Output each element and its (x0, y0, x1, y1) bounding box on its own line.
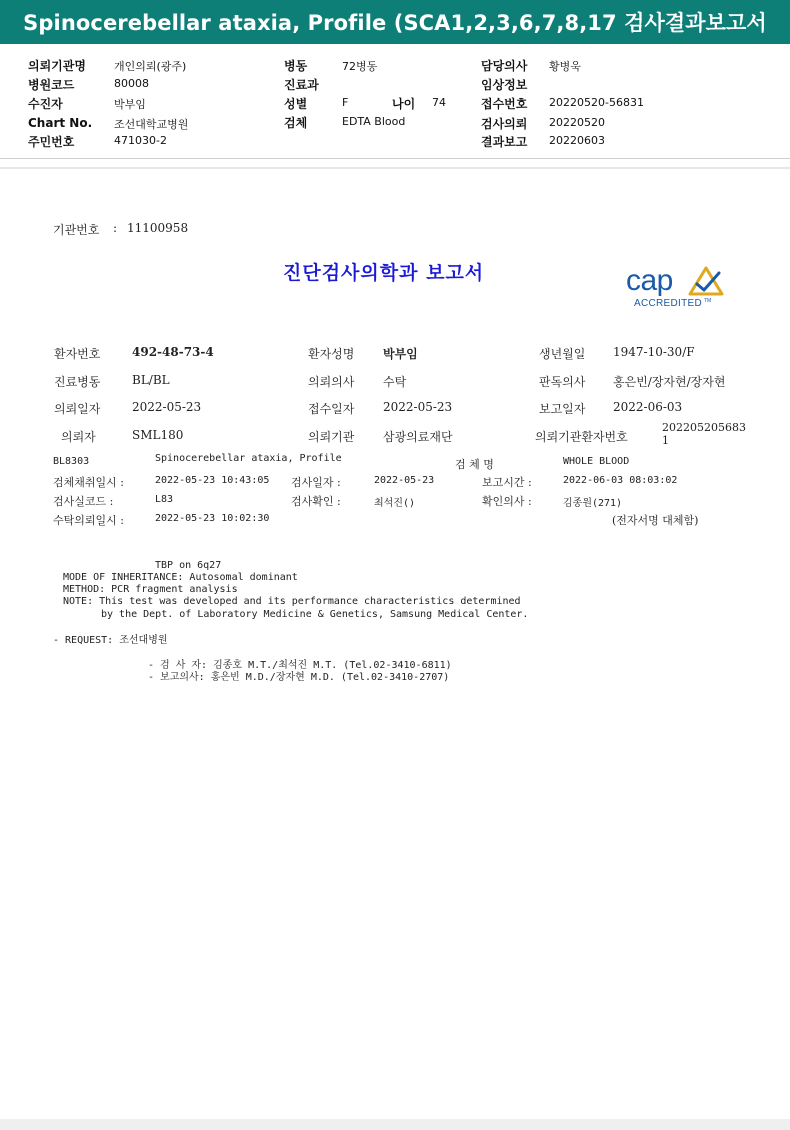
collect-value: 2022-05-23 10:43:05 (155, 475, 270, 486)
test-specimen-value: WHOLE BLOOD (563, 456, 630, 467)
resident-no-value: 471030-2 (114, 134, 167, 147)
hospital-code-value: 80008 (114, 77, 149, 90)
lab-code-value: L83 (155, 494, 174, 505)
receipt-no-label: 접수번호 (481, 97, 528, 111)
test-specimen-label: 검 체 명 (455, 458, 494, 471)
patient-label: 수진자 (28, 97, 63, 111)
request-date-value: 20220520 (549, 116, 605, 129)
clinic-ward-value: BL/BL (132, 373, 170, 387)
report-date-label: 결과보고 (481, 135, 528, 149)
specimen-label: 검체 (284, 116, 308, 130)
cap-accredited-logo (622, 262, 734, 314)
age-value: 74 (432, 96, 446, 109)
report-title: Spinocerebellar ataxia, Profile (SCA1,2,3,6,7,8,17 검사결과보고서 (23, 11, 767, 35)
collect-label: 검체채취일시 : (53, 476, 124, 489)
test-code: BL8303 (53, 456, 90, 467)
req-inst-label: 의뢰기관 (308, 430, 355, 444)
rep-date-value: 2022-06-03 (613, 400, 683, 414)
report-time-label: 보고시간 : (482, 476, 532, 489)
reader-label: 판독의사 (539, 375, 586, 389)
consign-label: 수탁의뢰일시 : (53, 514, 124, 527)
sex-label: 성별 (284, 97, 308, 111)
rcv-date-label: 접수일자 (308, 402, 355, 416)
reporter-line: - 보고의사: 홍은빈 M.D./장자현 M.D. (Tel.02-3410-2707) (148, 672, 450, 683)
header-divider (0, 158, 790, 159)
examiner-line: - 검 사 자: 김종호 M.T./최석진 M.T. (Tel.02-3410-6811) (148, 660, 452, 671)
request-doctor-label: 의뢰의사 (308, 375, 355, 389)
dept-label: 진료과 (284, 78, 319, 92)
test-date-value: 2022-05-23 (374, 475, 435, 486)
hospital-code-label: 병원코드 (28, 78, 75, 92)
pt-no-value: 492-48-73-4 (132, 345, 214, 359)
req-inst-pt-label: 의뢰기관환자번호 (535, 430, 628, 444)
consign-value: 2022-05-23 10:02:30 (155, 513, 270, 524)
request-date-label: 검사의뢰 (481, 117, 528, 131)
req-inst-pt-value-line1: 202205205683 (662, 421, 746, 434)
patient-info-header (0, 50, 790, 156)
specimen-value: EDTA Blood (342, 115, 406, 128)
pt-no-label: 환자번호 (54, 347, 101, 361)
dob-label: 생년월일 (539, 347, 586, 361)
rcv-date-value: 2022-05-23 (383, 400, 453, 414)
check-triangle-icon (686, 264, 726, 298)
chart-no-value: 조선대학교병원 (114, 118, 189, 131)
verify-label: 검사확인 : (291, 495, 341, 508)
ward-value: 72병동 (342, 60, 378, 73)
order-hospital-value: 개인의뢰(광주) (114, 60, 187, 73)
bottom-bar (0, 1119, 790, 1130)
pt-name-label: 환자성명 (308, 347, 355, 361)
clinic-ward-label: 진료병동 (54, 375, 101, 389)
reader-value: 홍은빈/장자현/장자현 (613, 375, 726, 389)
req-inst-pt-value-line2: 1 (662, 434, 669, 447)
request-doctor-value: 수탁 (383, 375, 407, 389)
request-line: - REQUEST: 조선대병원 (53, 635, 168, 646)
note-line-2: by the Dept. of Laboratory Medicine & Genetics, Samsung Medical Center. (101, 609, 529, 620)
esign-note: (전자서명 대체함) (612, 514, 699, 527)
receipt-no-value: 20220520-56831 (549, 96, 644, 109)
rep-date-label: 보고일자 (539, 402, 586, 416)
doctor-label: 담당의사 (481, 59, 528, 73)
age-label: 나이 (392, 97, 416, 111)
requester-label: 의뢰자 (61, 430, 96, 444)
institution-no-label: 기관번호 (53, 223, 100, 237)
patient-value: 박부임 (114, 98, 146, 111)
report-title-bar (0, 0, 790, 48)
cap-logo-accredited: ACCREDITED (634, 298, 703, 309)
institution-no-value: 11100958 (127, 221, 189, 235)
report-heading: 진단검사의학과 보고서 (283, 262, 485, 284)
chart-no-label: Chart No. (28, 116, 93, 130)
cap-logo-word: cap (626, 264, 673, 297)
order-hospital-label: 의뢰기관명 (28, 59, 86, 73)
resident-no-label: 주민번호 (28, 135, 75, 149)
inheritance-line: MODE OF INHERITANCE: Autosomal dominant (63, 572, 298, 583)
ward-label: 병동 (284, 59, 308, 73)
confirm-value: 김종원(271) (563, 498, 623, 509)
doctor-value: 황병욱 (549, 60, 581, 73)
sex-value: F (342, 96, 349, 109)
pt-name-value: 박부임 (383, 347, 418, 361)
method-line: METHOD: PCR fragment analysis (63, 584, 238, 595)
req-inst-value: 삼광의료재단 (383, 430, 453, 444)
cap-logo-tm: TM (704, 298, 712, 304)
req-date-value: 2022-05-23 (132, 400, 202, 414)
confirm-label: 확인의사 : (482, 495, 532, 508)
requester-value: SML180 (132, 428, 184, 442)
test-date-label: 검사일자 : (291, 476, 341, 489)
clinical-label: 임상정보 (481, 78, 528, 92)
test-name: Spinocerebellar ataxia, Profile (155, 453, 342, 464)
tbp-line: TBP on 6q27 (155, 560, 222, 571)
header-shadow (0, 167, 790, 169)
req-date-label: 의뢰일자 (54, 402, 101, 416)
lab-code-label: 검사실코드 : (53, 495, 114, 508)
report-date-value: 20220603 (549, 134, 605, 147)
note-line-1: NOTE: This test was developed and its performance characteristics determined (63, 596, 521, 607)
institution-no-sep: : (113, 221, 118, 235)
report-time-value: 2022-06-03 08:03:02 (563, 475, 678, 486)
dob-value: 1947-10-30/F (613, 345, 695, 359)
verify-value: 최석진() (374, 498, 416, 509)
